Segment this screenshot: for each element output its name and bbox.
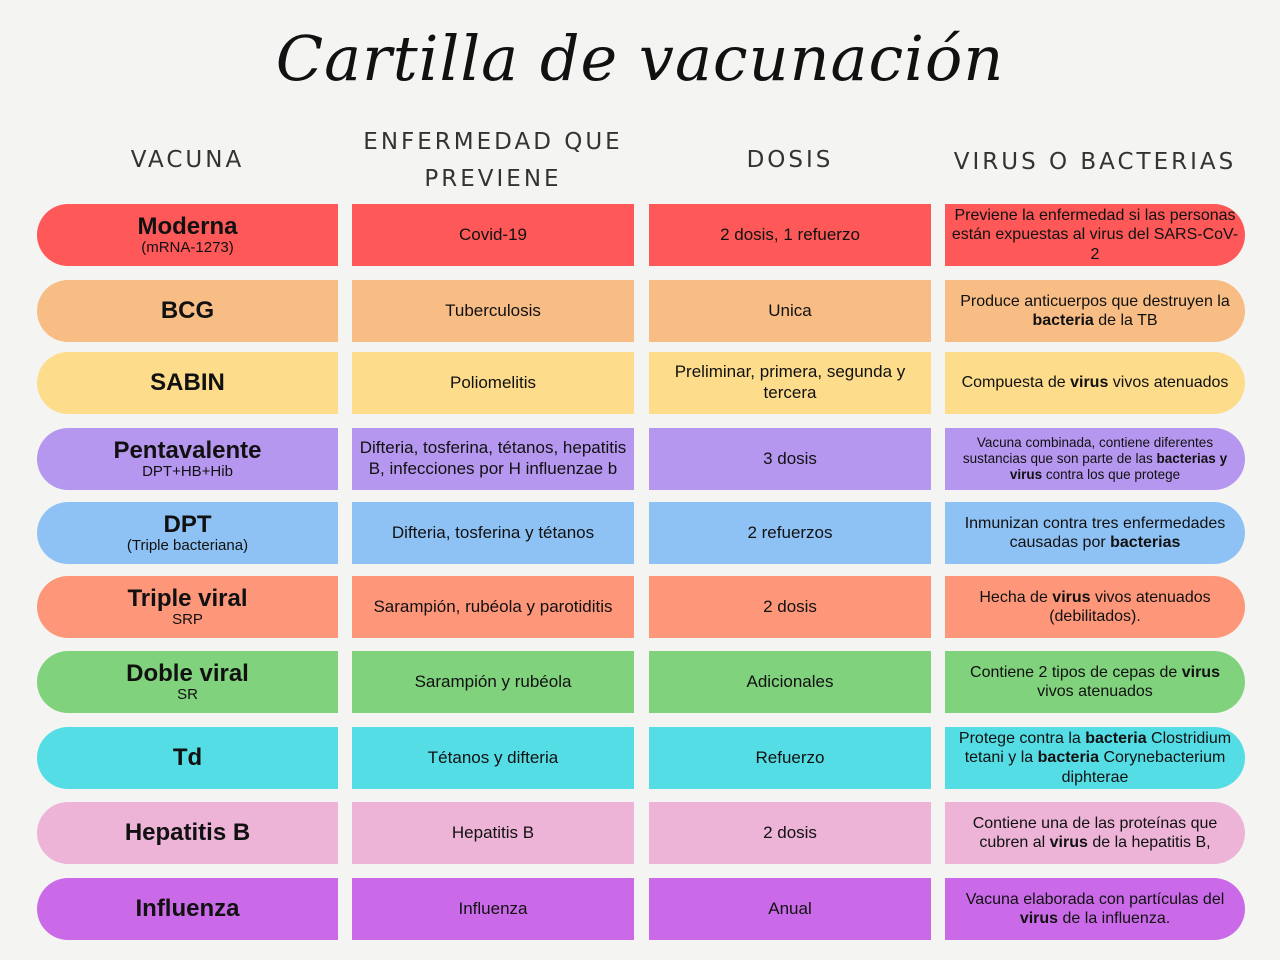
vaccine-cell [37,204,338,266]
info-cell [945,428,1245,490]
info-text [951,890,1239,928]
vaccine-subtitle: SRP [172,610,203,628]
info-text [951,663,1239,701]
disease-text: Sarampión, rubéola y parotiditis [373,596,613,616]
disease-text: Sarampión y rubéola [414,671,572,691]
disease-text: Covid-19 [458,224,528,244]
disease-cell [352,204,634,266]
vaccine-name: Moderna [137,212,238,240]
info-text [951,292,1239,330]
info-segment: vivos atenuados [1037,683,1153,700]
header-vacuna [37,142,338,179]
disease-cell [352,802,634,864]
info-cell [945,727,1245,789]
vaccine-cell [37,502,338,564]
vaccine-subtitle: (Triple bacteriana) [126,536,249,554]
info-emphasis: bacteria [1085,730,1147,748]
info-emphasis: virus [1052,588,1091,606]
dose-cell [649,352,931,414]
info-segment: Protege contra la [958,730,1086,748]
dose-text: Adicionales [746,671,834,691]
table-row [0,502,1280,564]
table-row [0,878,1280,940]
info-segment: Hecha de [979,588,1053,606]
info-segment: Previene la enfermedad si las personas están expuestas al virus del SARS-CoV-2 [951,207,1239,263]
info-text [951,206,1239,264]
info-segment: Vacuna combinada, contiene diferentes sustancias que son parte de las [962,435,1214,467]
disease-text: Tuberculosis [445,300,541,320]
table-row [0,352,1280,414]
disease-cell [352,576,634,638]
disease-cell [352,280,634,342]
info-segment: vivos atenuados [1108,374,1229,392]
vaccine-cell [37,576,338,638]
vaccine-name: Pentavalente [113,436,262,464]
info-text [951,588,1239,626]
vaccine-name: Triple viral [127,584,248,612]
info-cell [945,802,1245,864]
disease-text: Difteria, tosferina, tétanos, hepatitis B, infecciones por H influenzae b [359,438,627,478]
header-vacuna-label: VACUNA [130,147,245,173]
vaccine-cell [37,878,338,940]
info-emphasis: virus [1181,663,1220,681]
info-cell [945,352,1245,414]
vaccine-cell [37,802,338,864]
table-row [0,727,1280,789]
table-row [0,204,1280,266]
vaccine-name: SABIN [150,369,225,397]
info-emphasis: bacterias [1110,534,1181,551]
dose-text: Refuerzo [755,747,825,767]
info-segment: Produce anticuerpos que destruyen la [960,292,1230,310]
info-cell [945,576,1245,638]
dose-text: Preliminar, primera, segunda y tercera [674,362,906,402]
vaccine-cell [37,727,338,789]
info-text [951,814,1239,852]
disease-cell [352,352,634,414]
info-segment: contra los que protege [1042,466,1181,482]
table-row [0,802,1280,864]
dose-text: 2 dosis [763,596,817,616]
info-segment: Vacuna elaborada con partículas del [965,890,1225,908]
dose-cell [649,280,931,342]
info-segment: Inmunizan contra tres enfermedades causadas por [964,514,1226,551]
header-enfermedad-line1: ENFERMEDAD QUE [363,129,623,155]
info-text [951,435,1239,483]
disease-text: Influenza [458,898,528,918]
table-row [0,280,1280,342]
dose-cell [649,502,931,564]
info-emphasis: bacteria [1032,312,1094,329]
disease-cell [352,878,634,940]
header-virus [935,144,1255,181]
disease-text: Poliomelitis [450,372,536,392]
info-cell [945,651,1245,713]
vaccine-name: Influenza [135,895,240,923]
info-emphasis: virus [1049,834,1088,851]
info-text [951,514,1239,552]
vaccine-name: Td [172,744,203,772]
info-segment: vivos atenuados (debilitados). [1049,588,1211,625]
vaccine-name: Doble viral [126,659,249,687]
dose-cell [649,651,931,713]
info-segment: de la influenza. [1058,910,1171,927]
table-row [0,428,1280,490]
disease-cell [352,428,634,490]
vaccine-name: BCG [160,297,215,325]
info-emphasis: bacterias y virus [1009,451,1228,482]
page-title: Cartilla de vacunación [275,22,1005,95]
info-emphasis: virus [1070,374,1109,392]
info-cell [945,878,1245,940]
vaccine-subtitle: (mRNA-1273) [141,238,234,256]
info-cell [945,204,1245,266]
info-segment: de la TB [1093,312,1158,329]
dose-cell [649,727,931,789]
dose-text: 2 dosis, 1 refuerzo [720,224,860,244]
header-dosis [649,142,931,179]
dose-cell [649,802,931,864]
info-segment: Compuesta de [961,374,1071,392]
disease-text: Hepatitis B [451,822,535,842]
dose-cell [649,428,931,490]
disease-cell [352,727,634,789]
table-row [0,576,1280,638]
dose-cell [649,878,931,940]
info-segment: Corynebacterium diphterae [1061,749,1226,786]
vaccine-cell [37,352,338,414]
dose-text: 3 dosis [763,448,817,468]
info-text [962,373,1229,392]
info-segment: Contiene 2 tipos de cepas de [970,663,1182,681]
info-segment: de la hepatitis B, [1087,834,1211,851]
info-emphasis: bacteria [1037,749,1100,767]
info-cell [945,502,1245,564]
header-enfermedad [340,124,646,198]
info-segment: Contiene una de las proteínas que cubren al [972,814,1218,851]
dose-text: Anual [768,898,812,918]
disease-text: Difteria, tosferina y tétanos [391,522,595,542]
disease-cell [352,502,634,564]
vaccine-cell [37,651,338,713]
info-text [951,729,1239,787]
info-segment: Clostridium tetani y la [964,730,1232,767]
dose-text: 2 refuerzos [747,522,833,542]
table-row [0,651,1280,713]
vaccine-name: Hepatitis B [124,819,251,847]
header-virus-label: VIRUS O BACTERIAS [953,149,1237,175]
info-emphasis: virus [1019,910,1059,927]
vaccine-cell [37,428,338,490]
vaccine-subtitle: SR [177,685,198,703]
dose-text: 2 dosis [763,822,817,842]
header-dosis-label: DOSIS [746,147,834,173]
info-cell [945,280,1245,342]
header-enfermedad-line2: PREVIENE [424,165,562,192]
dose-cell [649,576,931,638]
vaccine-cell [37,280,338,342]
dose-text: Unica [768,300,812,320]
vaccine-name: DPT [163,510,212,538]
disease-cell [352,651,634,713]
vaccine-subtitle: DPT+HB+Hib [142,462,233,480]
dose-cell [649,204,931,266]
disease-text: Tétanos y difteria [427,747,559,767]
